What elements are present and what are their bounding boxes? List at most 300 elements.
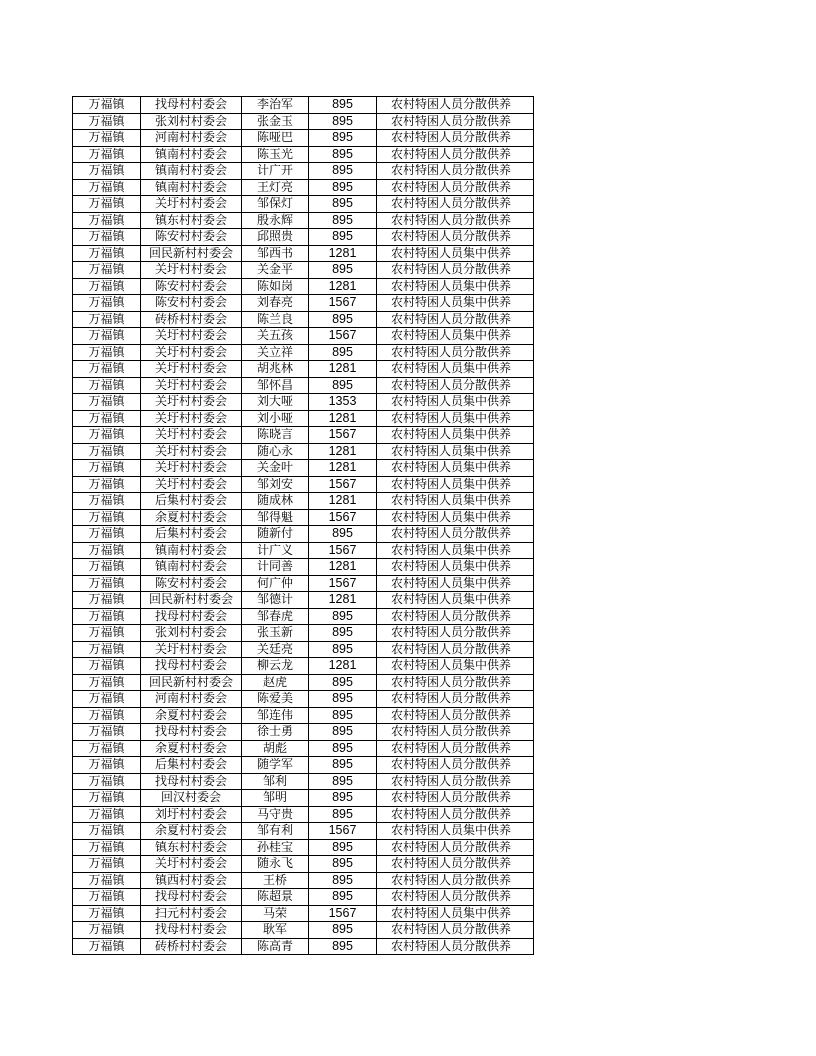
amount-cell: 895: [309, 344, 377, 361]
table-row: [73, 856, 534, 873]
support-category-cell: 农村特困人员分散供养: [377, 707, 534, 724]
person-name-cell: 陈高青: [242, 938, 309, 955]
person-name-cell: 王桥: [242, 872, 309, 889]
person-name-cell: 随心永: [242, 443, 309, 460]
support-category-cell: 农村特困人员分散供养: [377, 625, 534, 642]
village-committee-cell: 扫元村村委会: [141, 905, 242, 922]
table-row: [73, 806, 534, 823]
town-cell: 万福镇: [73, 278, 141, 295]
table-row: [73, 905, 534, 922]
person-name-cell: 邹明: [242, 790, 309, 807]
village-committee-cell: 镇西村村委会: [141, 872, 242, 889]
table-row: [73, 229, 534, 246]
village-committee-cell: 找母村村委会: [141, 658, 242, 675]
amount-cell: 895: [309, 740, 377, 757]
village-committee-cell: 张刘村村委会: [141, 113, 242, 130]
amount-cell: 895: [309, 839, 377, 856]
support-category-cell: 农村特困人员分散供养: [377, 889, 534, 906]
table-row: [73, 262, 534, 279]
table-row: [73, 344, 534, 361]
amount-cell: 1567: [309, 509, 377, 526]
person-name-cell: 马守贵: [242, 806, 309, 823]
village-committee-cell: 镇东村村委会: [141, 839, 242, 856]
village-committee-cell: 找母村村委会: [141, 773, 242, 790]
amount-cell: 1281: [309, 410, 377, 427]
support-category-cell: 农村特困人员集中供养: [377, 575, 534, 592]
support-category-cell: 农村特困人员集中供养: [377, 394, 534, 411]
amount-cell: 1567: [309, 427, 377, 444]
table-row: [73, 707, 534, 724]
person-name-cell: 马荣: [242, 905, 309, 922]
table-row: [73, 113, 534, 130]
table-row: [73, 196, 534, 213]
town-cell: 万福镇: [73, 658, 141, 675]
amount-cell: 1567: [309, 476, 377, 493]
person-name-cell: 邱照贵: [242, 229, 309, 246]
person-name-cell: 刘春亮: [242, 295, 309, 312]
table-row: [73, 245, 534, 262]
table-row: [73, 724, 534, 741]
support-category-cell: 农村特困人员分散供养: [377, 608, 534, 625]
table-row: [73, 443, 534, 460]
table-row: [73, 377, 534, 394]
town-cell: 万福镇: [73, 410, 141, 427]
town-cell: 万福镇: [73, 427, 141, 444]
village-committee-cell: 刘圩村村委会: [141, 806, 242, 823]
person-name-cell: 邹刘安: [242, 476, 309, 493]
amount-cell: 1281: [309, 559, 377, 576]
town-cell: 万福镇: [73, 179, 141, 196]
table-row: [73, 361, 534, 378]
town-cell: 万福镇: [73, 806, 141, 823]
village-committee-cell: 后集村村委会: [141, 757, 242, 774]
village-committee-cell: 陈安村村委会: [141, 575, 242, 592]
person-name-cell: 刘大哑: [242, 394, 309, 411]
person-name-cell: 陈晓言: [242, 427, 309, 444]
table-row: [73, 526, 534, 543]
village-committee-cell: 河南村村委会: [141, 691, 242, 708]
amount-cell: 1281: [309, 245, 377, 262]
table-row: [73, 625, 534, 642]
table-row: [73, 608, 534, 625]
town-cell: 万福镇: [73, 196, 141, 213]
support-category-cell: 农村特困人员集中供养: [377, 278, 534, 295]
amount-cell: 895: [309, 889, 377, 906]
village-committee-cell: 关圩村村委会: [141, 262, 242, 279]
support-category-cell: 农村特困人员集中供养: [377, 460, 534, 477]
town-cell: 万福镇: [73, 856, 141, 873]
village-committee-cell: 余夏村村委会: [141, 740, 242, 757]
town-cell: 万福镇: [73, 146, 141, 163]
town-cell: 万福镇: [73, 311, 141, 328]
table-row: [73, 146, 534, 163]
table-row: [73, 97, 534, 114]
village-committee-cell: 关圩村村委会: [141, 344, 242, 361]
amount-cell: 895: [309, 163, 377, 180]
amount-cell: 895: [309, 97, 377, 114]
village-committee-cell: 后集村村委会: [141, 493, 242, 510]
town-cell: 万福镇: [73, 212, 141, 229]
support-category-cell: 农村特困人员分散供养: [377, 724, 534, 741]
town-cell: 万福镇: [73, 625, 141, 642]
support-category-cell: 农村特困人员集中供养: [377, 443, 534, 460]
person-name-cell: 陈玉光: [242, 146, 309, 163]
amount-cell: 1567: [309, 295, 377, 312]
person-name-cell: 邹西书: [242, 245, 309, 262]
village-committee-cell: 找母村村委会: [141, 922, 242, 939]
support-category-cell: 农村特困人员分散供养: [377, 212, 534, 229]
table-row: [73, 740, 534, 757]
support-category-cell: 农村特困人员集中供养: [377, 823, 534, 840]
town-cell: 万福镇: [73, 262, 141, 279]
person-name-cell: 陈兰良: [242, 311, 309, 328]
table-row: [73, 790, 534, 807]
table-row: [73, 212, 534, 229]
person-name-cell: 计广义: [242, 542, 309, 559]
amount-cell: 895: [309, 757, 377, 774]
table-row: [73, 889, 534, 906]
support-category-cell: 农村特困人员分散供养: [377, 196, 534, 213]
village-committee-cell: 关圩村村委会: [141, 328, 242, 345]
support-category-cell: 农村特困人员集中供养: [377, 410, 534, 427]
person-name-cell: 陈哑巴: [242, 130, 309, 147]
table-row: [73, 823, 534, 840]
person-name-cell: 关五孩: [242, 328, 309, 345]
person-name-cell: 赵虎: [242, 674, 309, 691]
person-name-cell: 关廷亮: [242, 641, 309, 658]
support-category-cell: 农村特困人员集中供养: [377, 658, 534, 675]
table-row: [73, 575, 534, 592]
town-cell: 万福镇: [73, 773, 141, 790]
village-committee-cell: 余夏村村委会: [141, 823, 242, 840]
person-name-cell: 李治军: [242, 97, 309, 114]
amount-cell: 895: [309, 872, 377, 889]
person-name-cell: 关金叶: [242, 460, 309, 477]
person-name-cell: 张金玉: [242, 113, 309, 130]
table-row: [73, 592, 534, 609]
support-category-cell: 农村特困人员分散供养: [377, 691, 534, 708]
town-cell: 万福镇: [73, 592, 141, 609]
village-committee-cell: 回民新村村委会: [141, 245, 242, 262]
person-name-cell: 随永飞: [242, 856, 309, 873]
village-committee-cell: 砖桥村村委会: [141, 311, 242, 328]
person-name-cell: 何广仲: [242, 575, 309, 592]
person-name-cell: 邹怀昌: [242, 377, 309, 394]
table-row: [73, 757, 534, 774]
person-name-cell: 邹保灯: [242, 196, 309, 213]
table-row: [73, 394, 534, 411]
amount-cell: 895: [309, 113, 377, 130]
support-category-cell: 农村特困人员分散供养: [377, 163, 534, 180]
town-cell: 万福镇: [73, 707, 141, 724]
table-row: [73, 938, 534, 955]
support-category-cell: 农村特困人员分散供养: [377, 938, 534, 955]
person-name-cell: 胡兆林: [242, 361, 309, 378]
town-cell: 万福镇: [73, 674, 141, 691]
person-name-cell: 计广开: [242, 163, 309, 180]
town-cell: 万福镇: [73, 872, 141, 889]
support-category-cell: 农村特困人员分散供养: [377, 311, 534, 328]
village-committee-cell: 余夏村村委会: [141, 707, 242, 724]
town-cell: 万福镇: [73, 724, 141, 741]
person-name-cell: 邹连伟: [242, 707, 309, 724]
town-cell: 万福镇: [73, 377, 141, 394]
town-cell: 万福镇: [73, 575, 141, 592]
village-committee-cell: 陈安村村委会: [141, 295, 242, 312]
town-cell: 万福镇: [73, 889, 141, 906]
village-committee-cell: 关圩村村委会: [141, 196, 242, 213]
amount-cell: 895: [309, 724, 377, 741]
village-committee-cell: 镇南村村委会: [141, 163, 242, 180]
village-committee-cell: 后集村村委会: [141, 526, 242, 543]
person-name-cell: 关立祥: [242, 344, 309, 361]
amount-cell: 895: [309, 212, 377, 229]
village-committee-cell: 找母村村委会: [141, 608, 242, 625]
person-name-cell: 张玉新: [242, 625, 309, 642]
amount-cell: 895: [309, 229, 377, 246]
village-committee-cell: 关圩村村委会: [141, 443, 242, 460]
amount-cell: 895: [309, 790, 377, 807]
person-name-cell: 刘小哑: [242, 410, 309, 427]
person-name-cell: 关金平: [242, 262, 309, 279]
person-name-cell: 随新付: [242, 526, 309, 543]
person-name-cell: 陈如岗: [242, 278, 309, 295]
support-category-cell: 农村特困人员分散供养: [377, 806, 534, 823]
table-row: [73, 658, 534, 675]
table-row: [73, 839, 534, 856]
amount-cell: 895: [309, 856, 377, 873]
support-category-cell: 农村特困人员集中供养: [377, 427, 534, 444]
table-row: [73, 427, 534, 444]
village-committee-cell: 关圩村村委会: [141, 641, 242, 658]
village-committee-cell: 关圩村村委会: [141, 856, 242, 873]
amount-cell: 1281: [309, 361, 377, 378]
village-committee-cell: 镇南村村委会: [141, 179, 242, 196]
amount-cell: 895: [309, 641, 377, 658]
table-row: [73, 278, 534, 295]
support-category-cell: 农村特困人员分散供养: [377, 97, 534, 114]
support-category-cell: 农村特困人员集中供养: [377, 542, 534, 559]
town-cell: 万福镇: [73, 922, 141, 939]
table-row: [73, 311, 534, 328]
village-committee-cell: 关圩村村委会: [141, 361, 242, 378]
village-committee-cell: 关圩村村委会: [141, 377, 242, 394]
table-row: [73, 163, 534, 180]
table-row: [73, 179, 534, 196]
person-name-cell: 陈爱美: [242, 691, 309, 708]
person-name-cell: 邹有利: [242, 823, 309, 840]
support-category-cell: 农村特困人员分散供养: [377, 839, 534, 856]
amount-cell: 895: [309, 526, 377, 543]
support-category-cell: 农村特困人员分散供养: [377, 179, 534, 196]
person-name-cell: 殷永辉: [242, 212, 309, 229]
amount-cell: 895: [309, 773, 377, 790]
person-name-cell: 计同善: [242, 559, 309, 576]
village-committee-cell: 镇南村村委会: [141, 146, 242, 163]
amount-cell: 1281: [309, 658, 377, 675]
person-name-cell: 陈超景: [242, 889, 309, 906]
support-category-cell: 农村特困人员分散供养: [377, 757, 534, 774]
village-committee-cell: 回汉村委会: [141, 790, 242, 807]
village-committee-cell: 陈安村村委会: [141, 229, 242, 246]
amount-cell: 895: [309, 377, 377, 394]
town-cell: 万福镇: [73, 691, 141, 708]
village-committee-cell: 关圩村村委会: [141, 394, 242, 411]
amount-cell: 1281: [309, 493, 377, 510]
amount-cell: 1567: [309, 575, 377, 592]
amount-cell: 895: [309, 311, 377, 328]
person-name-cell: 徐士勇: [242, 724, 309, 741]
table-row: [73, 773, 534, 790]
assistance-table: [72, 96, 534, 955]
table-row: [73, 872, 534, 889]
amount-cell: 1281: [309, 443, 377, 460]
amount-cell: 1567: [309, 905, 377, 922]
support-category-cell: 农村特困人员分散供养: [377, 641, 534, 658]
amount-cell: 895: [309, 608, 377, 625]
support-category-cell: 农村特困人员集中供养: [377, 493, 534, 510]
amount-cell: 1353: [309, 394, 377, 411]
table-row: [73, 509, 534, 526]
amount-cell: 895: [309, 922, 377, 939]
amount-cell: 895: [309, 196, 377, 213]
person-name-cell: 邹德计: [242, 592, 309, 609]
town-cell: 万福镇: [73, 113, 141, 130]
village-committee-cell: 砖桥村村委会: [141, 938, 242, 955]
support-category-cell: 农村特困人员分散供养: [377, 740, 534, 757]
village-committee-cell: 找母村村委会: [141, 724, 242, 741]
support-category-cell: 农村特困人员分散供养: [377, 872, 534, 889]
village-committee-cell: 关圩村村委会: [141, 476, 242, 493]
person-name-cell: 随学军: [242, 757, 309, 774]
town-cell: 万福镇: [73, 394, 141, 411]
support-category-cell: 农村特困人员分散供养: [377, 130, 534, 147]
town-cell: 万福镇: [73, 344, 141, 361]
village-committee-cell: 回民新村村委会: [141, 592, 242, 609]
person-name-cell: 孙桂宝: [242, 839, 309, 856]
town-cell: 万福镇: [73, 443, 141, 460]
table-row: [73, 641, 534, 658]
town-cell: 万福镇: [73, 905, 141, 922]
table-row: [73, 460, 534, 477]
amount-cell: 895: [309, 806, 377, 823]
amount-cell: 1281: [309, 592, 377, 609]
town-cell: 万福镇: [73, 460, 141, 477]
town-cell: 万福镇: [73, 757, 141, 774]
town-cell: 万福镇: [73, 295, 141, 312]
amount-cell: 1567: [309, 328, 377, 345]
person-name-cell: 随成林: [242, 493, 309, 510]
person-name-cell: 邹春虎: [242, 608, 309, 625]
support-category-cell: 农村特困人员分散供养: [377, 146, 534, 163]
support-category-cell: 农村特困人员集中供养: [377, 592, 534, 609]
village-committee-cell: 镇南村村委会: [141, 542, 242, 559]
support-category-cell: 农村特困人员分散供养: [377, 922, 534, 939]
town-cell: 万福镇: [73, 938, 141, 955]
amount-cell: 1567: [309, 542, 377, 559]
town-cell: 万福镇: [73, 229, 141, 246]
town-cell: 万福镇: [73, 790, 141, 807]
village-committee-cell: 找母村村委会: [141, 889, 242, 906]
support-category-cell: 农村特困人员集中供养: [377, 509, 534, 526]
town-cell: 万福镇: [73, 559, 141, 576]
support-category-cell: 农村特困人员分散供养: [377, 344, 534, 361]
amount-cell: 895: [309, 674, 377, 691]
town-cell: 万福镇: [73, 493, 141, 510]
table-row: [73, 559, 534, 576]
village-committee-cell: 关圩村村委会: [141, 410, 242, 427]
village-committee-cell: 关圩村村委会: [141, 427, 242, 444]
assistance-table-body: [73, 97, 534, 955]
village-committee-cell: 回民新村村委会: [141, 674, 242, 691]
village-committee-cell: 关圩村村委会: [141, 460, 242, 477]
village-committee-cell: 镇南村村委会: [141, 559, 242, 576]
village-committee-cell: 陈安村村委会: [141, 278, 242, 295]
person-name-cell: 邹利: [242, 773, 309, 790]
table-row: [73, 674, 534, 691]
town-cell: 万福镇: [73, 542, 141, 559]
town-cell: 万福镇: [73, 839, 141, 856]
support-category-cell: 农村特困人员分散供养: [377, 674, 534, 691]
support-category-cell: 农村特困人员集中供养: [377, 361, 534, 378]
town-cell: 万福镇: [73, 641, 141, 658]
amount-cell: 1567: [309, 823, 377, 840]
village-committee-cell: 找母村村委会: [141, 97, 242, 114]
support-category-cell: 农村特困人员分散供养: [377, 377, 534, 394]
support-category-cell: 农村特困人员集中供养: [377, 559, 534, 576]
amount-cell: 895: [309, 707, 377, 724]
support-category-cell: 农村特困人员分散供养: [377, 526, 534, 543]
amount-cell: 895: [309, 625, 377, 642]
town-cell: 万福镇: [73, 823, 141, 840]
support-category-cell: 农村特困人员分散供养: [377, 773, 534, 790]
amount-cell: 895: [309, 130, 377, 147]
town-cell: 万福镇: [73, 608, 141, 625]
amount-cell: 1281: [309, 460, 377, 477]
support-category-cell: 农村特困人员分散供养: [377, 229, 534, 246]
person-name-cell: 柳云龙: [242, 658, 309, 675]
town-cell: 万福镇: [73, 97, 141, 114]
amount-cell: 895: [309, 938, 377, 955]
support-category-cell: 农村特困人员分散供养: [377, 113, 534, 130]
support-category-cell: 农村特困人员集中供养: [377, 476, 534, 493]
table-row: [73, 476, 534, 493]
town-cell: 万福镇: [73, 509, 141, 526]
village-committee-cell: 河南村村委会: [141, 130, 242, 147]
person-name-cell: 胡彪: [242, 740, 309, 757]
support-category-cell: 农村特困人员集中供养: [377, 905, 534, 922]
support-category-cell: 农村特困人员分散供养: [377, 262, 534, 279]
amount-cell: 895: [309, 262, 377, 279]
table-row: [73, 130, 534, 147]
table-row: [73, 542, 534, 559]
village-committee-cell: 余夏村村委会: [141, 509, 242, 526]
person-name-cell: 王灯亮: [242, 179, 309, 196]
town-cell: 万福镇: [73, 163, 141, 180]
amount-cell: 895: [309, 179, 377, 196]
village-committee-cell: 镇东村村委会: [141, 212, 242, 229]
town-cell: 万福镇: [73, 361, 141, 378]
support-category-cell: 农村特困人员集中供养: [377, 245, 534, 262]
table-row: [73, 328, 534, 345]
table-row: [73, 295, 534, 312]
town-cell: 万福镇: [73, 526, 141, 543]
support-category-cell: 农村特困人员分散供养: [377, 790, 534, 807]
person-name-cell: 耿军: [242, 922, 309, 939]
amount-cell: 895: [309, 691, 377, 708]
town-cell: 万福镇: [73, 328, 141, 345]
table-row: [73, 922, 534, 939]
